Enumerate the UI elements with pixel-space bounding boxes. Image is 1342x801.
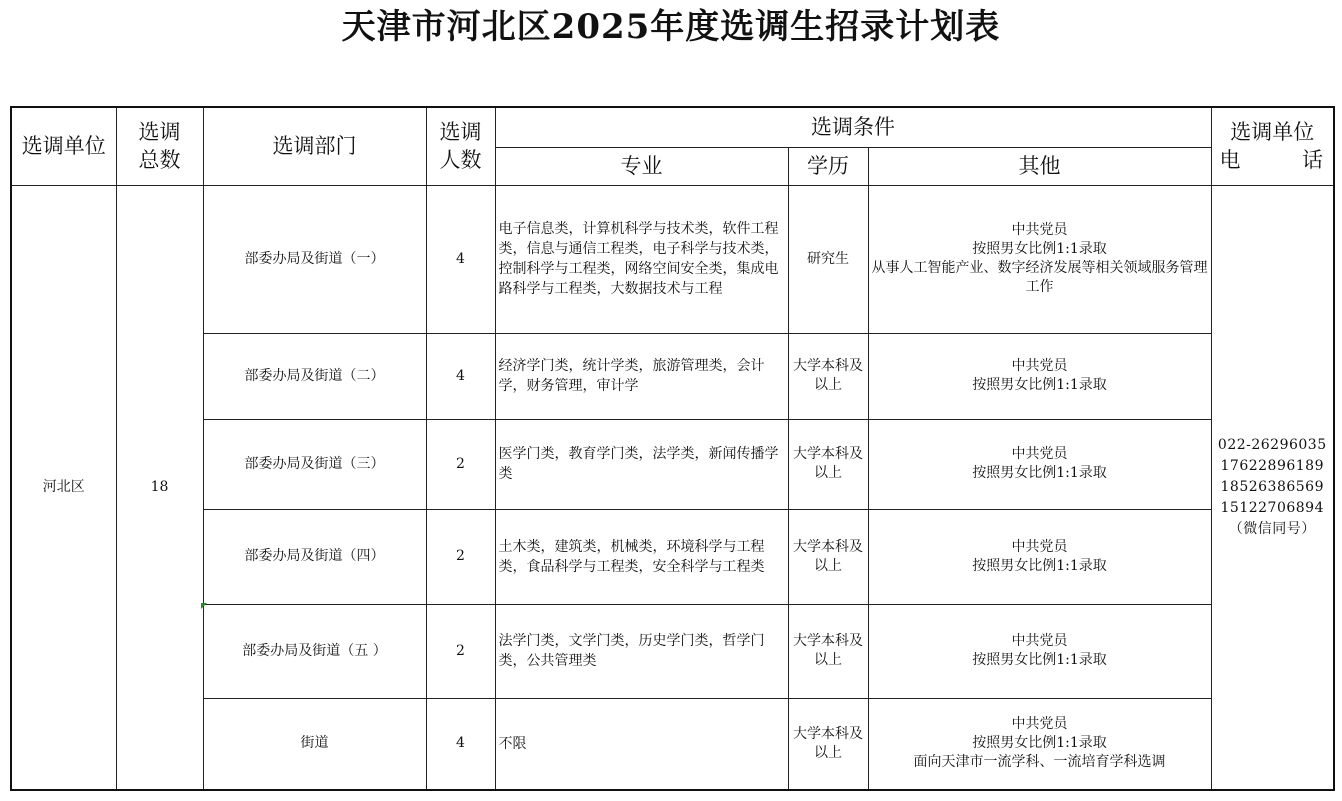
other-cell: 中共党员 按照男女比例1:1录取 [868, 509, 1211, 604]
header-unit: 选调单位 [11, 107, 116, 185]
department-cell: 部委办局及街道（一） [203, 185, 426, 333]
header-major: 专业 [495, 147, 788, 185]
major-cell: 土木类，建筑类，机械类，环境科学与工程类，食品科学与工程类，安全科学与工程类 [495, 509, 788, 604]
education-cell: 大学本科及以上 [788, 509, 868, 604]
count-cell: 2 [426, 419, 495, 509]
table-row [11, 509, 1334, 604]
header-education: 学历 [788, 147, 868, 185]
education-cell: 大学本科及以上 [788, 333, 868, 419]
header-department: 选调部门 [203, 107, 426, 185]
department-cell: 部委办局及街道（四） [203, 509, 426, 604]
table-row [11, 185, 1334, 333]
department-cell: 部委办局及街道（五 ） [203, 604, 426, 698]
count-cell: 4 [426, 698, 495, 790]
other-cell: 中共党员 按照男女比例1:1录取 [868, 604, 1211, 698]
education-cell: 研究生 [788, 185, 868, 333]
table-row [11, 604, 1334, 698]
table-row [11, 419, 1334, 509]
department-cell: 部委办局及街道（三） [203, 419, 426, 509]
major-cell: 不限 [495, 698, 788, 790]
other-cell: 中共党员 按照男女比例1:1录取 从事人工智能产业、数字经济发展等相关领域服务管理工作 [868, 185, 1211, 333]
header-count: 选调 人数 [426, 107, 495, 185]
recruitment-table [10, 106, 1335, 791]
header-phone: 选调单位 电 话 [1211, 107, 1334, 185]
count-cell: 4 [426, 185, 495, 333]
major-cell: 医学门类，教育学门类，法学类，新闻传播学类 [495, 419, 788, 509]
department-cell: 街道 [203, 698, 426, 790]
other-cell: 中共党员 按照男女比例1:1录取 [868, 419, 1211, 509]
department-cell: 部委办局及街道（二） [203, 333, 426, 419]
other-cell: 中共党员 按照男女比例1:1录取 面向天津市一流学科、一流培育学科选调 [868, 698, 1211, 790]
phone-cell: 022-26296035 17622896189 18526386569 15122706894 （微信同号） [1211, 185, 1334, 790]
education-cell: 大学本科及以上 [788, 419, 868, 509]
major-cell: 电子信息类，计算机科学与技术类，软件工程类，信息与通信工程类，电子科学与技术类，控制科学与工程类，网络空间安全类，集成电路科学与工程类，大数据技术与工程 [495, 185, 788, 333]
count-cell: 2 [426, 604, 495, 698]
header-conditions: 选调条件 [495, 107, 1211, 147]
header-row-1 [11, 107, 1334, 147]
unit-cell: 河北区 [11, 185, 116, 790]
table-row [11, 698, 1334, 790]
table-row [11, 333, 1334, 419]
page-title: 天津市河北区2025年度选调生招录计划表 [341, 7, 1001, 47]
cell-comment-marker [201, 603, 207, 609]
major-cell: 法学门类，文学门类，历史学门类，哲学门类，公共管理类 [495, 604, 788, 698]
major-cell: 经济学门类，统计学类，旅游管理类，会计学，财务管理，审计学 [495, 333, 788, 419]
other-cell: 中共党员 按照男女比例1:1录取 [868, 333, 1211, 419]
header-total: 选调 总数 [116, 107, 203, 185]
education-cell: 大学本科及以上 [788, 698, 868, 790]
education-cell: 大学本科及以上 [788, 604, 868, 698]
header-other: 其他 [868, 147, 1211, 185]
total-cell: 18 [116, 185, 203, 790]
count-cell: 4 [426, 333, 495, 419]
count-cell: 2 [426, 509, 495, 604]
